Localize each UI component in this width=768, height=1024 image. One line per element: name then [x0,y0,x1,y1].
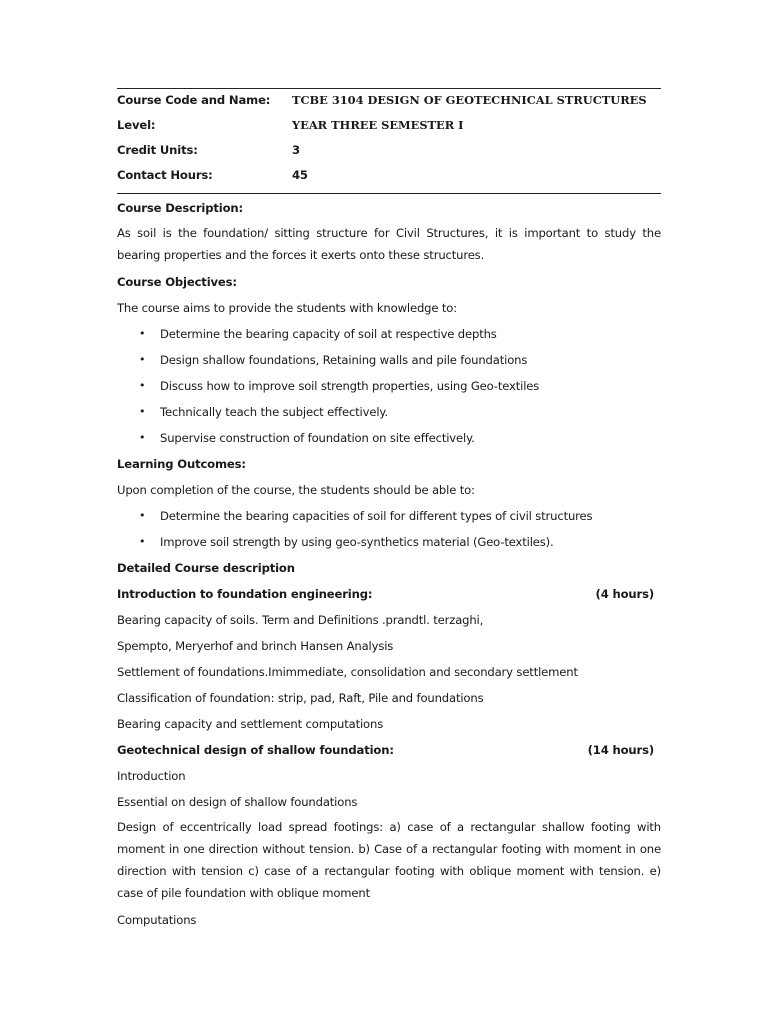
info-row-course [117,90,661,115]
section-hours: (4 hours) [595,587,654,601]
description-text: As soil is the foundation/ sitting structure for Civil Structures, it is important to study the bearing properties and the forces it exerts onto these structures. [117,226,661,262]
list-item [117,322,661,348]
list-item [117,530,661,556]
section-heading-shallow [117,738,661,764]
course-info-table [117,88,661,194]
info-value: 45 [292,168,308,182]
objectives-heading: Course Objectives: [117,275,237,289]
list-item [117,348,661,374]
info-value: 3 [292,143,300,157]
bullet-icon: • [139,405,146,418]
list-item [117,400,661,426]
info-label: Credit Units: [117,143,198,157]
list-item-text: Determine the bearing capacities of soil for different types of civil structures [160,509,593,523]
document-page [117,88,661,934]
info-label: Level: [117,118,156,132]
list-item [117,374,661,400]
section-line: Essential on design of shallow foundations [117,795,358,809]
section-heading-intro [117,582,661,608]
list-item [117,504,661,530]
list-item [117,426,661,452]
section-title: Introduction to foundation engineering: [117,587,373,601]
objectives-list [117,322,661,452]
bullet-icon: • [139,509,146,522]
bullet-icon: • [139,535,146,548]
section-line: Settlement of foundations.Imimmediate, consolidation and secondary settlement [117,665,578,679]
list-item-text: Determine the bearing capacity of soil at respective depths [160,327,497,341]
info-row-contact-hours [117,165,661,190]
info-row-level [117,115,661,140]
description-heading: Course Description: [117,201,244,215]
bullet-icon: • [139,353,146,366]
info-value: TCBE 3104 DESIGN OF GEOTECHNICAL STRUCTURES [292,93,647,107]
section-line: Spempto, Meryerhof and brinch Hansen Analysis [117,639,394,653]
section-paragraph: Design of eccentrically load spread footings: a) case of a rectangular shallow footing with moment in one direction without tension. b) Case of a rectangular footing with moment in one direction with tension c) case of a rectangular footing with oblique moment with tension. e) case of pile foundation with oblique moment [117,820,661,900]
section-line: Computations [117,913,197,927]
section-line: Bearing capacity of soils. Term and Definitions .prandtl. terzaghi, [117,613,484,627]
bullet-icon: • [139,431,146,444]
outcomes-list [117,504,661,556]
info-label: Contact Hours: [117,168,213,182]
section-line: Introduction [117,769,186,783]
list-item-text: Technically teach the subject effectively. [160,405,388,419]
info-label: Course Code and Name: [117,93,271,107]
info-value: YEAR THREE SEMESTER I [292,118,464,132]
outcomes-intro: Upon completion of the course, the students should be able to: [117,483,475,497]
bullet-icon: • [139,327,146,340]
objectives-intro: The course aims to provide the students with knowledge to: [117,301,457,315]
list-item-text: Design shallow foundations, Retaining walls and pile foundations [160,353,528,367]
list-item-text: Improve soil strength by using geo-synthetics material (Geo-textiles). [160,535,554,549]
detailed-heading: Detailed Course description [117,561,295,575]
section-line: Bearing capacity and settlement computations [117,717,384,731]
section-title: Geotechnical design of shallow foundation: [117,743,394,757]
list-item-text: Supervise construction of foundation on site effectively. [160,431,475,445]
bullet-icon: • [139,379,146,392]
info-row-credit-units [117,140,661,165]
section-line: Classification of foundation: strip, pad, Raft, Pile and foundations [117,691,484,705]
section-hours: (14 hours) [587,743,654,757]
outcomes-heading: Learning Outcomes: [117,457,246,471]
list-item-text: Discuss how to improve soil strength properties, using Geo-textiles [160,379,540,393]
